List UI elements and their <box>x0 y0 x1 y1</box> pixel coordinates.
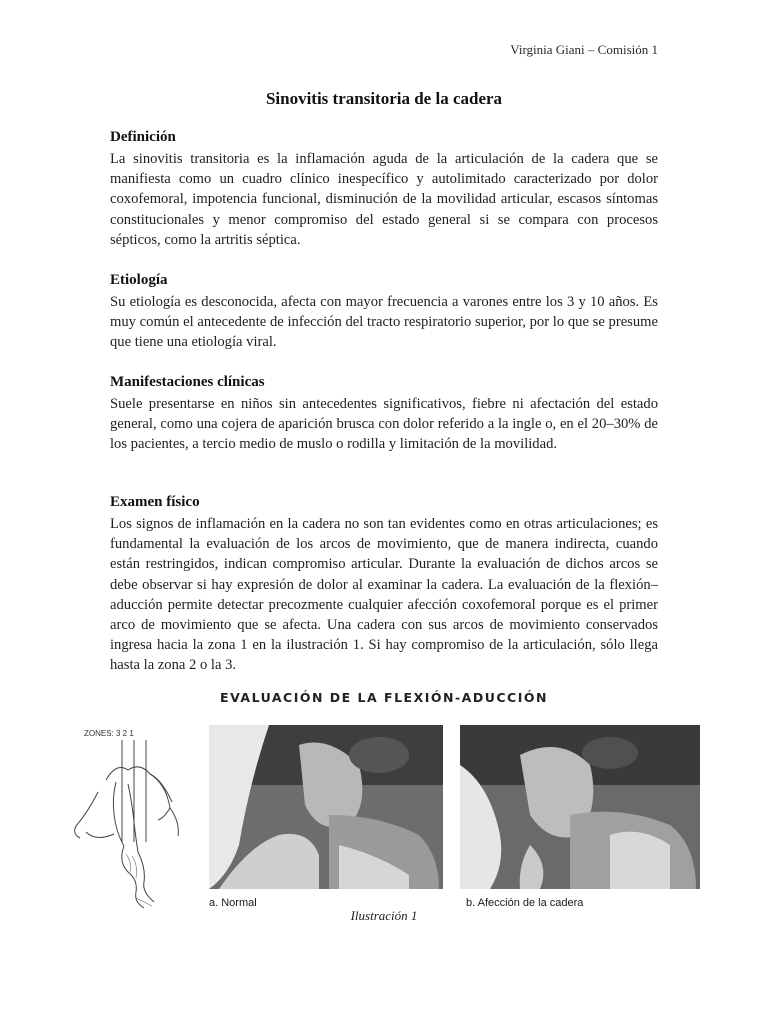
figure-area <box>66 722 706 932</box>
author-header: Virginia Giani – Comisión 1 <box>510 42 658 57</box>
section-body: Suele presentarse en niños sin antecedentes significativos, fiebre ni afectación del estado general, como una cojera de aparición brusca con dolor referido a la ingle o, en el 20–30% de los pacientes, a tercio medio de muslo o rodilla y limitación de la movilidad. <box>110 396 658 453</box>
section-heading: Examen físico <box>110 494 200 510</box>
section-definicion <box>110 127 658 250</box>
photo-b-label: b. Afección de la cadera <box>466 897 584 909</box>
figure-caption: EVALUACIÓN DE LA FLEXIÓN-ADUCCIÓN <box>220 690 548 705</box>
photo-normal <box>209 725 443 889</box>
illustration-caption: Ilustración 1 <box>350 908 418 923</box>
section-manifestaciones <box>110 372 658 455</box>
section-etiologia <box>110 270 658 353</box>
section-body: La sinovitis transitoria es la inflamación aguda de la articulación de la cadera que se manifiesta como un cuadro clínico inespecífico y autolimitado caracterizado por dolor coxofemoral, impotencia funcional, disminución de la movilidad articular, escasos síntomas constitucionales y menor compromiso del estado general si se compara con procesos sépticos, como la artritis séptica. <box>110 151 658 248</box>
section-body: Los signos de inflamación en la cadera no son tan evidentes como en otras articulaciones; es fundamental la evaluación de los arcos de movimiento, que de manera indirecta, cuando están restringidos, indican compromiso articular. Durante la evaluación de dichos arcos se debe observar si hay expresión de dolor al examinar la cadera. La evaluación de la flexión–aducción permite detectar precozmente cualquier afección coxofemoral porque es el primer arco de movimiento que se afecta. Una cadera con sus arcos de movimiento conservados ingresa hacia la zona 1 en la ilustración 1. Si hay compromiso de la articulación, sólo llega hasta la zona 2 o la 3. <box>110 516 658 674</box>
section-heading: Manifestaciones clínicas <box>110 374 265 390</box>
section-heading: Definición <box>110 129 176 145</box>
page-title: Sinovitis transitoria de la cadera <box>265 89 503 108</box>
section-examen-fisico <box>110 492 658 676</box>
photo-afeccion <box>460 725 700 889</box>
section-body: Su etiología es desconocida, afecta con mayor frecuencia a varones entre los 3 y 10 años. Es muy común el antecedente de infección del tracto respiratorio superior, por lo que se presume que tiene una etiología viral. <box>110 294 658 351</box>
zones-label: ZONES: 3 2 1 <box>84 729 134 738</box>
photo-a-label: a. Normal <box>209 897 257 909</box>
zones-drawing <box>66 722 206 917</box>
section-heading: Etiología <box>110 272 168 288</box>
